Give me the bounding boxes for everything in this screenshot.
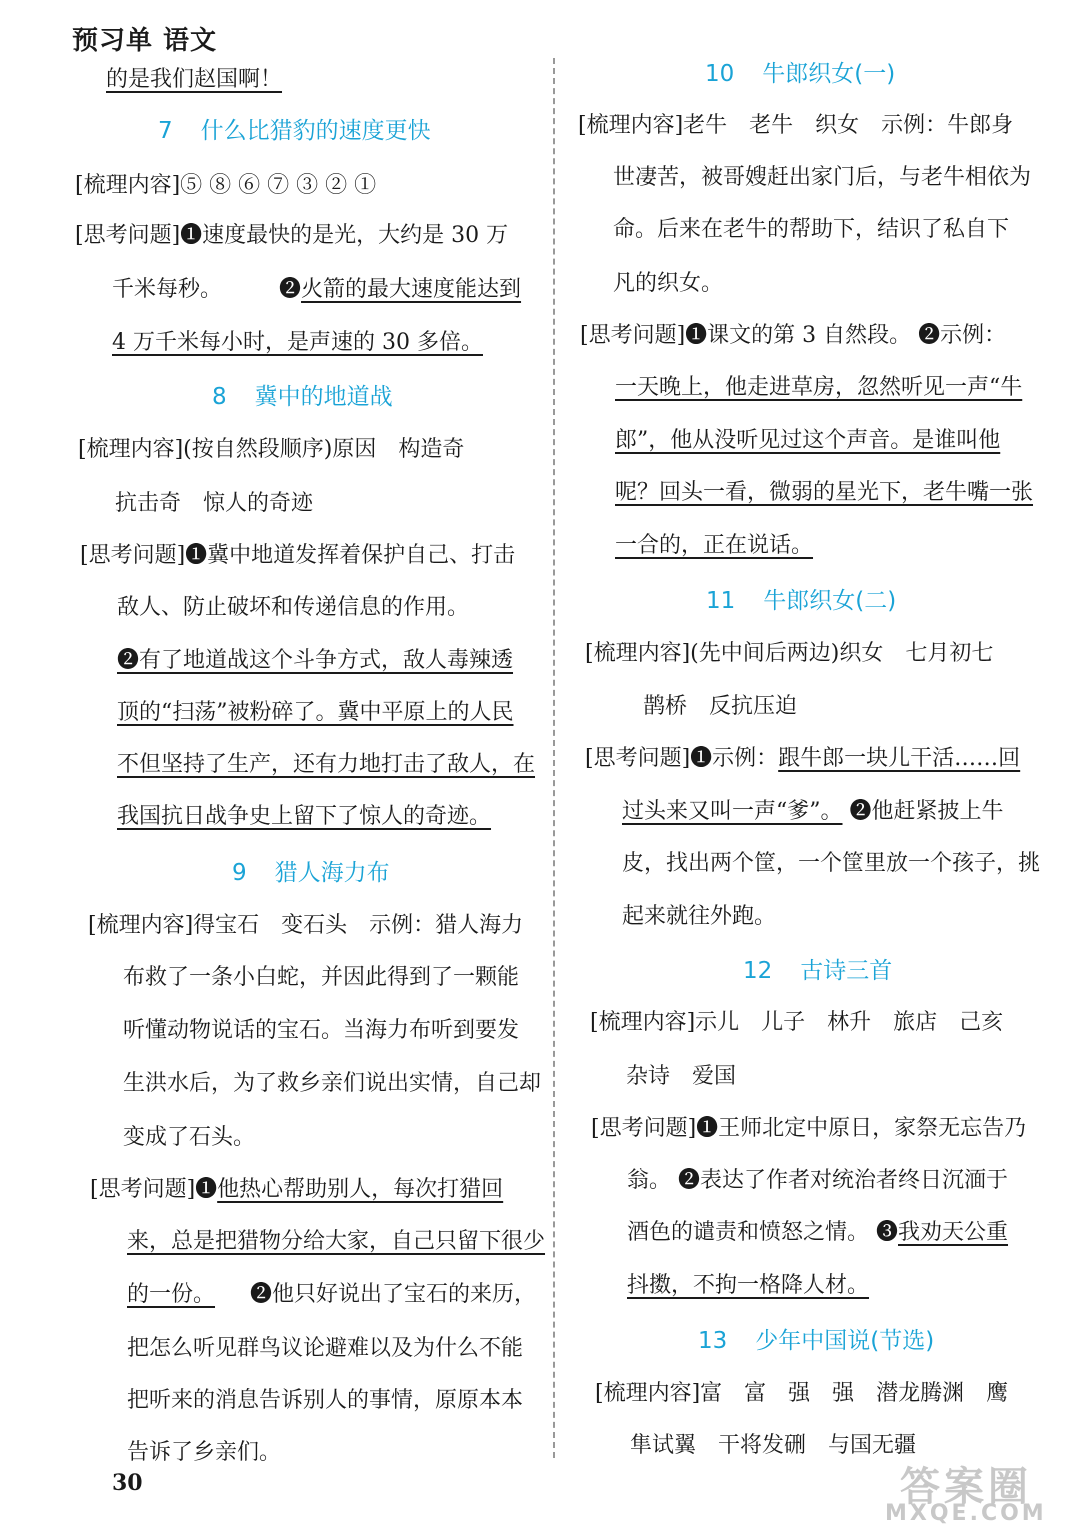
section-number: 8 bbox=[212, 384, 227, 410]
section-title-7 bbox=[158, 112, 431, 145]
column-divider bbox=[553, 58, 555, 1458]
text-line bbox=[615, 370, 1022, 401]
answer-underlined: 郎”，他从没听见过这个声音。是谁叫他 bbox=[615, 428, 1001, 453]
section-title-9 bbox=[232, 854, 390, 887]
section-title-13 bbox=[698, 1322, 934, 1355]
text-line bbox=[112, 272, 521, 303]
answer-underlined: ❷有了地道战这个斗争方式，敌人毒辣透 bbox=[117, 648, 514, 673]
section-name: 猎人海力布 bbox=[274, 860, 390, 886]
answer-underlined: 跟牛郎一块儿干活……回 bbox=[778, 746, 1021, 771]
text-line: 敌人、防止破坏和传递信息的作用。 bbox=[117, 595, 470, 620]
section-name: 冀中的地道战 bbox=[254, 384, 393, 410]
text-line: 隼试翼 干将发硎 与国无疆 bbox=[630, 1433, 917, 1458]
text-span: [思考问题]❶ bbox=[90, 1177, 218, 1202]
text-span: 酒色的谴责和愤怒之情。 ❸ bbox=[627, 1220, 898, 1245]
text-line: 世凄苦，被哥嫂赶出家门后，与老牛相依为 bbox=[613, 165, 1032, 190]
text-line bbox=[615, 528, 813, 559]
text-line: 把听来的消息告诉别人的事情，原原本本 bbox=[127, 1388, 524, 1413]
text-line bbox=[117, 695, 514, 726]
text-line bbox=[622, 794, 1004, 825]
text-line: [思考问题]❶速度最快的是光，大约是 30 万 bbox=[75, 223, 509, 248]
watermark-text-bottom: MXQE.COM bbox=[885, 1501, 1047, 1526]
text-line: [梳理内容](先中间后两边)织女 七月初七 bbox=[585, 641, 994, 666]
answer-underlined: 他热心帮助别人，每次打猎回 bbox=[217, 1177, 504, 1202]
text-line: [梳理内容]⑤ ⑧ ⑥ ⑦ ③ ② ① bbox=[75, 173, 377, 198]
text-line: 生洪水后，为了救乡亲们说出实情，自己却 bbox=[123, 1071, 542, 1096]
text-line bbox=[117, 643, 513, 674]
answer-underlined: 的是我们赵国啊！ bbox=[106, 67, 283, 92]
text-line: 把怎么听见群鸟议论避难以及为什么不能 bbox=[127, 1336, 524, 1361]
text-span: ❷他只好说出了宝石的来历， bbox=[250, 1282, 537, 1307]
answer-underlined: 4 万千米每小时，是声速的 30 多倍。 bbox=[112, 330, 483, 355]
text-line: 抗击奇 惊人的奇迹 bbox=[115, 491, 314, 516]
text-line bbox=[585, 741, 1020, 772]
text-line: [思考问题]❶课文的第 3 自然段。 ❷示例： bbox=[580, 323, 1007, 348]
text-line: 翁。 ❷表达了作者对统治者终日沉湎于 bbox=[627, 1168, 1008, 1193]
section-title-11 bbox=[706, 582, 896, 615]
answer-underlined: 不但坚持了生产，还有力地打击了敌人，在 bbox=[117, 752, 536, 777]
text-line: [梳理内容]老牛 老牛 织女 示例：牛郎身 bbox=[578, 113, 1014, 138]
text-line: 命。后来在老牛的帮助下，结识了私自下 bbox=[613, 217, 1010, 242]
text-line: 听懂动物说话的宝石。当海力布听到要发 bbox=[123, 1018, 520, 1043]
section-title-12 bbox=[743, 952, 892, 985]
section-name: 少年中国说(节选) bbox=[755, 1328, 935, 1354]
text-line: 杂诗 爱国 bbox=[626, 1064, 737, 1089]
section-number: 7 bbox=[158, 118, 173, 144]
section-title-10 bbox=[705, 55, 895, 88]
text-line bbox=[615, 423, 1000, 454]
text-line: [思考问题]❶冀中地道发挥着保护自己、打击 bbox=[80, 543, 516, 568]
text-line: 鹊桥 反抗压迫 bbox=[643, 694, 798, 719]
section-name: 牛郎织女(一) bbox=[762, 61, 896, 87]
section-number: 11 bbox=[706, 588, 736, 614]
text-span: 千米每秒。 bbox=[112, 277, 223, 302]
text-span: [思考问题]❶示例： bbox=[585, 746, 779, 771]
watermark-text-top: 答案圈 bbox=[900, 1464, 1032, 1510]
text-line bbox=[112, 325, 483, 356]
text-line: 凡的织女。 bbox=[613, 271, 724, 296]
answer-underlined: 顶的“扫荡”被粉碎了。冀中平原上的人民 bbox=[117, 700, 514, 725]
text-line: [梳理内容]富 富 强 强 潜龙腾渊 鹰 bbox=[595, 1381, 1009, 1406]
section-name: 牛郎织女(二) bbox=[763, 588, 897, 614]
text-line bbox=[127, 1277, 536, 1308]
section-number: 10 bbox=[705, 61, 735, 87]
text-span: ❷他赶紧披上牛 bbox=[842, 799, 1004, 824]
page-header: 预习单 语文 bbox=[72, 26, 218, 56]
text-line: [梳理内容]示儿 儿子 林升 旅店 己亥 bbox=[590, 1010, 1004, 1035]
marker: ❷ bbox=[279, 277, 302, 302]
text-line bbox=[90, 1172, 503, 1203]
answer-underlined: 抖擞，不拘一格降人材。 bbox=[627, 1273, 870, 1298]
text-line bbox=[627, 1215, 1008, 1246]
section-name: 古诗三首 bbox=[800, 958, 893, 984]
section-number: 12 bbox=[743, 958, 773, 984]
section-title-8 bbox=[212, 378, 393, 411]
answer-underlined: 火箭的最大速度能达到 bbox=[301, 277, 522, 302]
text-line: [梳理内容](按自然段顺序)原因 构造奇 bbox=[78, 437, 465, 462]
text-line: [思考问题]❶王师北定中原日，家祭无忘告乃 bbox=[591, 1116, 1027, 1141]
answer-underlined: 一天晚上，他走进草房，忽然听见一声“牛 bbox=[615, 375, 1023, 400]
text-line: 起来就往外跑。 bbox=[622, 904, 777, 929]
text-line: [梳理内容]得宝石 变石头 示例：猎人海力 bbox=[88, 913, 524, 938]
section-number: 9 bbox=[232, 860, 247, 886]
section-number: 13 bbox=[698, 1328, 728, 1354]
text-line bbox=[627, 1268, 869, 1299]
text-line: 告诉了乡亲们。 bbox=[127, 1440, 282, 1465]
answer-underlined: 我劝天公重 bbox=[898, 1220, 1009, 1245]
answer-underlined: 过头来又叫一声“爹”。 bbox=[622, 799, 843, 824]
answer-underlined: 来，总是把猎物分给大家，自己只留下很少 bbox=[127, 1229, 546, 1254]
text-line bbox=[106, 62, 282, 93]
answer-underlined: 呢？回头一看，微弱的星光下，老牛嘴一张 bbox=[615, 480, 1034, 505]
text-line bbox=[117, 747, 535, 778]
watermark-logo bbox=[885, 1455, 1060, 1530]
answer-underlined: 的一份。 bbox=[127, 1282, 216, 1307]
text-line: 皮，找出两个筐，一个筐里放一个孩子，挑 bbox=[622, 851, 1041, 876]
page-number: 30 bbox=[112, 1470, 143, 1496]
text-line bbox=[127, 1224, 545, 1255]
text-line: 变成了石头。 bbox=[123, 1125, 256, 1150]
answer-underlined: 我国抗日战争史上留下了惊人的奇迹。 bbox=[117, 804, 492, 829]
text-line bbox=[117, 799, 491, 830]
answer-underlined: 一合的，正在说话。 bbox=[615, 533, 814, 558]
text-line bbox=[615, 475, 1033, 506]
section-name: 什么比猎豹的速度更快 bbox=[200, 118, 431, 144]
text-line: 布救了一条小白蛇，并因此得到了一颗能 bbox=[123, 965, 520, 990]
